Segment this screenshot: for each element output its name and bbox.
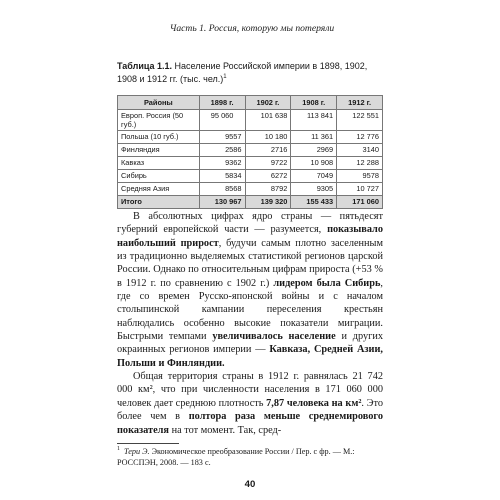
table-cell-region: Итого [118,196,200,209]
table-cell-value: 10 727 [337,183,383,196]
table-row [118,183,383,196]
table-cell-value: 139 320 [245,196,291,209]
table-cell-value: 101 638 [245,110,291,131]
paragraph-text: . Это более чем в [117,397,383,423]
table-header-1912: 1912 г. [337,96,383,110]
table-row [118,144,383,157]
table-header-1898: 1898 г. [199,96,245,110]
table-cell-value: 10 180 [245,131,291,144]
table-cell-region: Сибирь [118,170,200,183]
paragraph-text: В абсолютных цифрах ядро страны — пятьдесят губерний европейской части — разумеется, [117,211,383,236]
footnote-author: Тери Э. [124,447,150,456]
footnote-mark: 1 [117,446,120,453]
table-cell-region: Финляндия [118,144,200,157]
table-cell-value: 122 551 [337,110,383,131]
table-header-row [118,96,383,110]
table-row [118,170,383,183]
paragraph-text: и других окраинных регионов империи — [117,331,383,356]
table-cell-value: 95 060 [199,110,245,131]
table-cell-value: 3140 [337,144,383,157]
paragraph-text: , где со времен Русско-японской войны и с началом столыпинской кампании переселения крестьян наблюдались особенно высокие показатели миграции. Быстрыми темпами [117,277,383,343]
table-caption [117,60,387,85]
table-cell-value: 2716 [245,144,291,157]
body-paragraph [117,210,383,370]
table-cell-value: 6272 [245,170,291,183]
paragraph-text: на тот момент. Так, сред- [169,424,282,436]
table-cell-value: 9557 [199,131,245,144]
table-cell-region: Польша (10 губ.) [118,131,200,144]
table-cell-value: 130 967 [199,196,245,209]
table-cell-value: 155 433 [291,196,337,209]
table-cell-value: 9578 [337,170,383,183]
table-cell-region: Средняя Азия [118,183,200,196]
table-cell-value: 8792 [245,183,291,196]
table-total-row [118,196,383,209]
body-paragraph [117,370,383,437]
table-cell-value: 8568 [199,183,245,196]
page-number: 40 [244,479,256,490]
table-cell-value: 9305 [291,183,337,196]
emphasis-text: полтора раза меньше среднемирового показателя [117,411,383,436]
table-cell-value: 9722 [245,157,291,170]
footnote [117,447,383,468]
table-cell-value: 113 841 [291,110,337,131]
table-cell-value: 11 361 [291,131,337,144]
table-cell-value: 10 908 [291,157,337,170]
paragraph-text: , будучи самым плотно заселенным из традиционно выделяемых статистикой регионов царской России. Однако по относительным цифрам прироста (+53 % в 1912 г. по сравнению с 1902 г.) [117,237,383,289]
table-cell-value: 9362 [199,157,245,170]
table-cell-value: 171 060 [337,196,383,209]
table-header-1908: 1908 г. [291,96,337,110]
paragraph-text: Общая территория страны в 1912 г. равнялась 21 742 000 км², что при численности населения в 171 060 000 человек дает среднюю плотность [117,371,383,409]
table-cell-value: 12 288 [337,157,383,170]
table-cell-value: 5834 [199,170,245,183]
table-cell-region: Кавказ [118,157,200,170]
table-row [118,131,383,144]
population-table [117,95,383,209]
table-row [118,157,383,170]
table-caption-footnote-mark: 1 [223,73,227,80]
footnote-divider [117,443,179,444]
table-header-region: Районы [118,96,200,110]
table-cell-value: 2969 [291,144,337,157]
table-cell-value: 12 776 [337,131,383,144]
table-cell-value: 2586 [199,144,245,157]
emphasis-text: увеличивалось население [212,331,336,343]
table-caption-text: Население Российской империи в 1898, 1902, 1908 и 1912 гг. (тыс. чел.) [117,61,368,84]
running-head: Часть 1. Россия, которую мы потеряли [169,23,335,34]
emphasis-text: Кавказа, Средней Азии, Польши и Финляндии. [117,344,383,369]
emphasis-text: 7,87 человека на км² [266,397,362,409]
table-caption-label: Таблица 1.1. [117,61,173,71]
emphasis-text: показывало наибольший прирост [117,224,383,249]
table-cell-region: Европ. Россия (50 губ.) [118,110,200,131]
table-header-1902: 1902 г. [245,96,291,110]
emphasis-text: лидером была Сибирь [273,277,381,289]
table-cell-value: 7049 [291,170,337,183]
table-row [118,110,383,131]
body-text [117,210,383,437]
footnote-text: Экономическое преобразование России / Пер. с фр. — М.: РОССПЭН, 2008. — 183 с. [117,447,355,467]
